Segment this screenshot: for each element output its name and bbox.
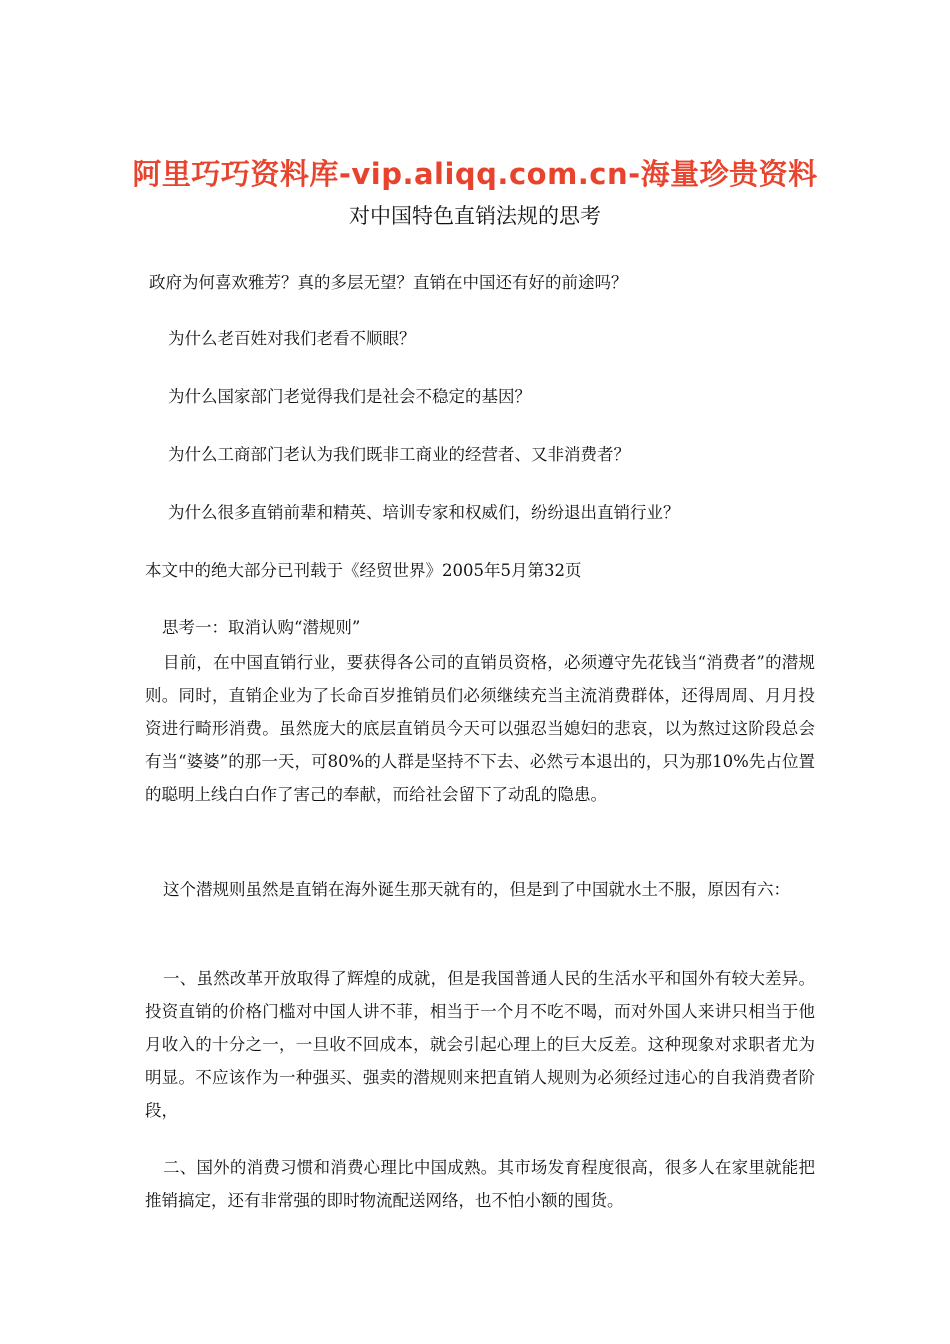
body-paragraph: 目前，在中国直销行业，要获得各公司的直销员资格，必须遵守先花钱当“消费者”的潜规则。同时，直销企业为了长命百岁推销员们必须继续充当主流消费群体，还得周周、月月投资进行畸形消费。虽然庞大的底层直销员今天可以强忍当媳妇的悲哀，以为熬过这阶段总会有当“婆婆”的那一天，可80%的人群是坚持不下去、必然亏本退出的，只为那10%先占位置的聪明上线白白作了害己的奉献，而给社会留下了动乱的隐患。 [145,653,815,804]
watermark-banner: 阿里巧巧资料库-vip.aliqq.com.cn-海量珍贵资料 [132,157,818,191]
body-paragraph: 二、国外的消费习惯和消费心理比中国成熟。其市场发育程度很高，很多人在家里就能把推销搞定，还有非常强的即时物流配送网络，也不怕小额的囤货。 [145,1158,815,1210]
document-title: 对中国特色直销法规的思考 [349,204,601,228]
source-note: 本文中的绝大部分已刊载于《经贸世界》2005年5月第32页 [145,561,582,580]
question-line: 政府为何喜欢雅芳？真的多层无望？直销在中国还有好的前途吗？ [149,273,628,292]
question-line: 为什么工商部门老认为我们既非工商业的经营者、又非消费者？ [168,445,630,464]
question-line: 为什么老百姓对我们老看不顺眼？ [168,329,416,348]
question-line: 为什么很多直销前辈和精英、培训专家和权威们，纷纷退出直销行业？ [168,503,680,522]
body-paragraph: 一、虽然改革开放取得了辉煌的成就，但是我国普通人民的生活水平和国外有较大差异。投资直销的价格门槛对中国人讲不菲，相当于一个月不吃不喝，而对外国人来讲只相当于他月收入的十分之一，一旦收不回成本，就会引起心理上的巨大反差。这种现象对求职者尤为明显。不应该作为一种强买、强卖的潜规则来把直销人规则为必须经过违心的自我消费者阶段， [145,969,815,1120]
question-line: 为什么国家部门老觉得我们是社会不稳定的基因？ [168,387,531,406]
section-heading: 思考一：取消认购“潜规则” [162,618,361,637]
body-paragraph: 这个潜规则虽然是直销在海外诞生那天就有的，但是到了中国就水土不服，原因有六： [163,880,790,899]
